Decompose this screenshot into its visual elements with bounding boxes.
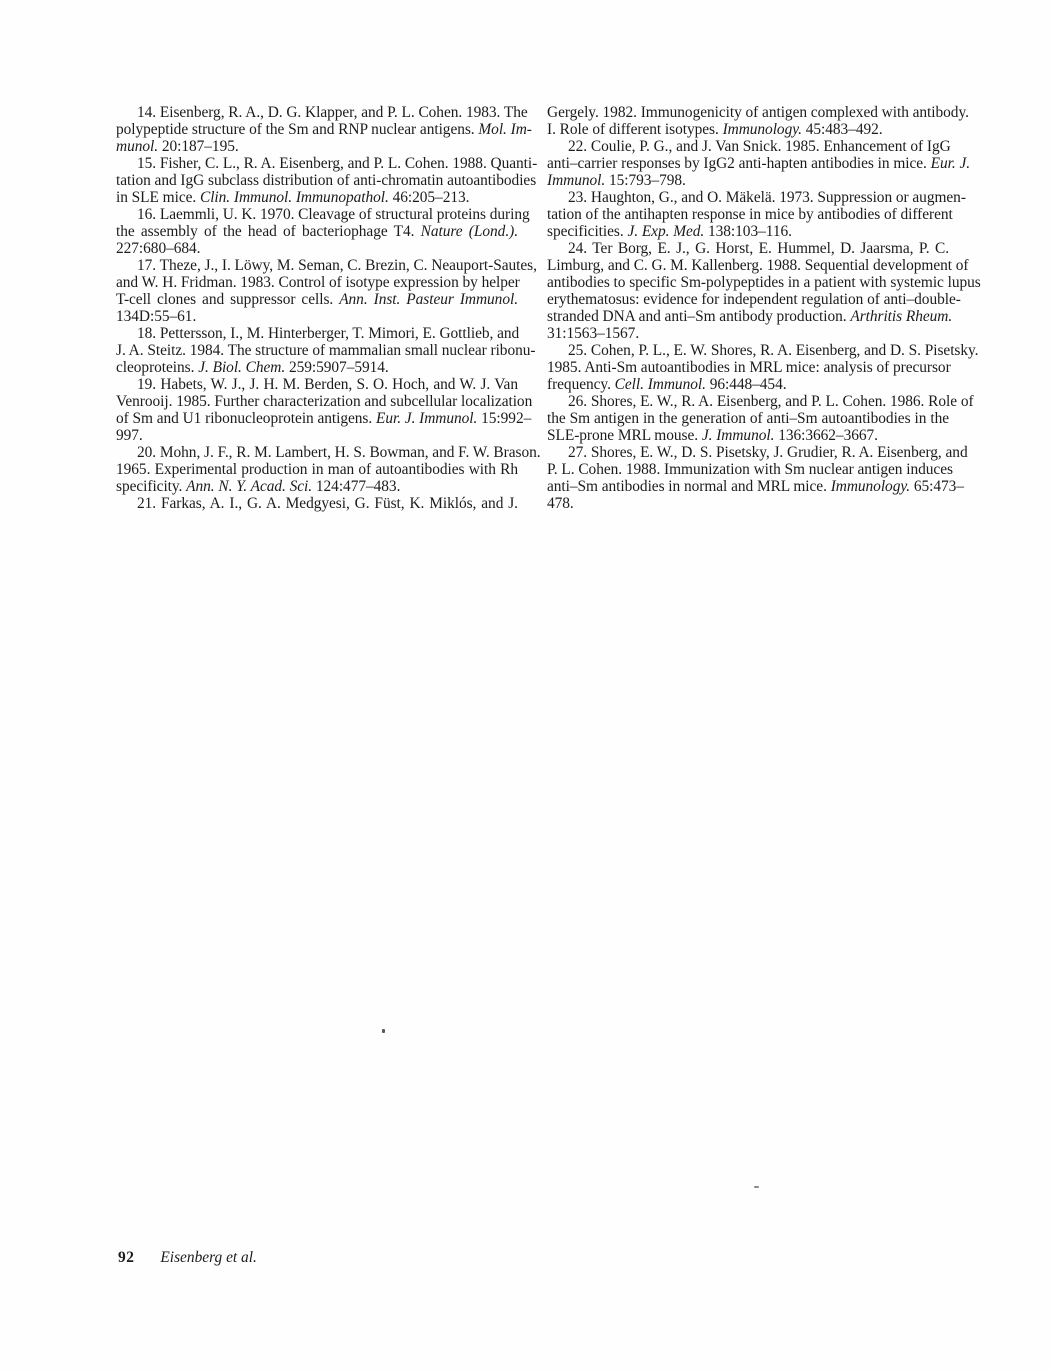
text-segment: Mol. Im-	[478, 121, 532, 138]
text-segment: 21. Farkas, A. I., G. A. Medgyesi, G. Füst, K. Miklós, and J.	[137, 495, 518, 512]
reference-paragraph	[116, 257, 537, 325]
references-right-column	[547, 104, 981, 512]
reference-paragraph	[547, 240, 981, 342]
reference-line	[547, 172, 949, 189]
reference-line	[116, 461, 518, 478]
reference-line	[547, 342, 979, 359]
reference-line	[116, 444, 541, 461]
text-segment: the assembly of the head of bacteriophage T4.	[116, 223, 421, 240]
text-segment: J. Exp. Med.	[627, 223, 705, 240]
text-segment: 136:3662–3667.	[774, 427, 878, 444]
reference-paragraph	[547, 189, 966, 240]
reference-line	[116, 393, 533, 410]
reference-paragraph	[116, 444, 541, 495]
text-segment: 22. Coulie, P. G., and J. Van Snick. 1985. Enhancement of IgG	[568, 138, 951, 155]
text-segment: T-cell clones and suppressor cells.	[116, 291, 340, 308]
reference-paragraph	[547, 444, 968, 512]
reference-line	[116, 291, 518, 308]
reference-line	[547, 410, 949, 427]
reference-paragraph	[116, 206, 530, 257]
text-segment: 46:205–213.	[388, 189, 470, 206]
reference-line	[116, 342, 536, 359]
reference-line	[547, 376, 949, 393]
reference-line	[116, 240, 518, 257]
text-segment: 15. Fisher, C. L., R. A. Eisenberg, and P. L. Cohen. 1988. Quanti-	[137, 155, 538, 172]
text-segment: 134D:55–61.	[116, 308, 197, 325]
reference-line	[116, 138, 518, 155]
text-segment: 23. Haughton, G., and O. Mäkelä. 1973. Suppression or augmen-	[568, 189, 966, 206]
text-segment: 124:477–483.	[312, 478, 401, 495]
text-segment: cleoproteins.	[116, 359, 199, 376]
text-segment: 138:103–116.	[704, 223, 792, 240]
reference-paragraph	[116, 325, 536, 376]
text-segment: Immunology.	[722, 121, 802, 138]
reference-line	[116, 172, 537, 189]
text-segment: 14. Eisenberg, R. A., D. G. Klapper, and P. L. Cohen. 1983. The	[137, 104, 528, 121]
reference-line	[116, 121, 532, 138]
text-segment: the Sm antigen in the generation of anti–Sm autoantibodies in the	[547, 410, 949, 427]
reference-line	[116, 495, 518, 512]
reference-line	[547, 274, 981, 291]
text-segment: specificities.	[547, 223, 628, 240]
text-segment: erythematosus: evidence for independent regulation of anti–double-	[547, 291, 961, 308]
text-segment: anti–carrier responses by IgG2 anti-hapten antibodies in mice.	[547, 155, 931, 172]
reference-line	[116, 325, 518, 342]
text-segment: 18. Pettersson, I., M. Hinterberger, T. Mimori, E. Gottlieb, and	[137, 325, 520, 342]
reference-line	[547, 495, 949, 512]
page-number: 92	[118, 1249, 135, 1266]
reference-line	[547, 444, 968, 461]
reference-line	[547, 478, 964, 495]
text-segment: stranded DNA and anti–Sm antibody production.	[547, 308, 851, 325]
text-segment: 26. Shores, E. W., R. A. Eisenberg, and P. L. Cohen. 1986. Role of	[568, 393, 974, 410]
text-segment: P. L. Cohen. 1988. Immunization with Sm nuclear antigen induces	[547, 461, 953, 478]
text-segment: 65:473–	[910, 478, 964, 495]
text-segment: 1965. Experimental production in man of autoantibodies with Rh	[116, 461, 518, 478]
reference-line	[116, 155, 538, 172]
reference-line	[116, 410, 532, 427]
text-segment: tation and IgG subclass distribution of anti-chromatin autoantibodies	[116, 172, 537, 189]
text-segment: 24. Ter Borg, E. J., G. Horst, E. Hummel, D. Jaarsma, P. C.	[568, 240, 949, 257]
text-segment: Immunol.	[547, 172, 606, 189]
text-segment: 1985. Anti-Sm autoantibodies in MRL mice: analysis of precursor	[547, 359, 951, 376]
text-segment: 15:793–798.	[605, 172, 686, 189]
reference-paragraph	[547, 342, 979, 393]
reference-line	[116, 376, 518, 393]
reference-line	[116, 274, 518, 291]
text-segment: 27. Shores, E. W., D. S. Pisetsky, J. Grudier, R. A. Eisenberg, and	[568, 444, 968, 461]
text-segment: J. Immunol.	[701, 427, 775, 444]
text-segment: 31:1563–1567.	[547, 325, 640, 342]
text-segment: tation of the antihapten response in mice by antibodies of different	[547, 206, 953, 223]
reference-line	[547, 461, 953, 478]
references-columns	[116, 104, 981, 512]
text-segment: Nature (Lond.).	[420, 223, 518, 240]
text-segment: SLE-prone MRL mouse.	[547, 427, 702, 444]
text-segment: Cell. Immunol.	[614, 376, 706, 393]
text-segment: Clin. Immunol. Immunopathol.	[199, 189, 389, 206]
text-segment: anti–Sm antibodies in normal and MRL mice.	[547, 478, 831, 495]
reference-line	[116, 427, 518, 444]
text-segment: munol.	[116, 138, 159, 155]
text-segment: specificity.	[116, 478, 187, 495]
text-segment: Limburg, and C. G. M. Kallenberg. 1988. Sequential development of	[547, 257, 969, 274]
reference-line	[547, 240, 949, 257]
text-segment: Arthritis Rheum.	[850, 308, 953, 325]
text-segment: of Sm and U1 ribonucleoprotein antigens.	[116, 410, 376, 427]
text-segment: Eur. J.	[930, 155, 971, 172]
reference-line	[547, 155, 971, 172]
scan-artifact-dot	[382, 1029, 385, 1033]
text-segment: 20:187–195.	[158, 138, 239, 155]
reference-paragraph	[547, 104, 969, 138]
reference-paragraph	[547, 393, 974, 444]
reference-line	[116, 478, 518, 495]
text-segment: Immunology.	[830, 478, 911, 495]
reference-line	[116, 359, 518, 376]
text-segment: 478.	[547, 495, 574, 512]
text-segment: Eur. J. Immunol.	[375, 410, 478, 427]
text-segment: 16. Laemmli, U. K. 1970. Cleavage of structural proteins during	[137, 206, 530, 223]
text-segment: in SLE mice.	[116, 189, 200, 206]
text-segment: Ann. Inst. Pasteur Immunol.	[339, 291, 518, 308]
reference-line	[547, 104, 969, 121]
reference-paragraph	[116, 376, 533, 444]
reference-line	[116, 257, 537, 274]
reference-paragraph	[547, 138, 971, 189]
reference-line	[116, 223, 518, 240]
reference-line	[547, 257, 969, 274]
text-segment: 17. Theze, J., I. Löwy, M. Seman, C. Brezin, C. Neauport-Sautes,	[137, 257, 537, 274]
text-segment: 997.	[116, 427, 143, 444]
reference-line	[547, 359, 949, 376]
text-segment: Ann. N. Y. Acad. Sci.	[186, 478, 313, 495]
text-segment: 19. Habets, W. J., J. H. M. Berden, S. O. Hoch, and W. J. Van	[137, 376, 518, 393]
text-segment: 45:483–492.	[801, 121, 883, 138]
reference-line	[547, 393, 974, 410]
text-segment: 25. Cohen, P. L., E. W. Shores, R. A. Eisenberg, and D. S. Pisetsky.	[568, 342, 979, 359]
reference-line	[547, 189, 966, 206]
text-segment: J. A. Steitz. 1984. The structure of mammalian small nuclear ribonu-	[116, 342, 536, 359]
page-footer	[118, 1249, 257, 1266]
text-segment: 227:680–684.	[116, 240, 201, 257]
text-segment: antibodies to specific Sm-polypeptides in a patient with systemic lupus	[547, 274, 981, 291]
text-segment: 15:992–	[477, 410, 532, 427]
scan-artifact-dash	[754, 1186, 759, 1188]
reference-line	[547, 223, 949, 240]
text-segment: 96:448–454.	[705, 376, 787, 393]
reference-line	[547, 138, 949, 155]
reference-paragraph	[116, 495, 518, 512]
reference-line	[116, 206, 530, 223]
reference-line	[547, 308, 953, 325]
text-segment: and W. H. Fridman. 1983. Control of isotype expression by helper	[116, 274, 520, 291]
reference-line	[116, 104, 528, 121]
text-segment: 259:5907–5914.	[285, 359, 389, 376]
text-segment: I. Role of different isotypes.	[547, 121, 723, 138]
reference-line	[547, 291, 961, 308]
references-left-column	[116, 104, 541, 512]
reference-line	[116, 308, 518, 325]
reference-paragraph	[116, 104, 532, 155]
reference-line	[116, 189, 518, 206]
text-segment: Gergely. 1982. Immunogenicity of antigen complexed with antibody.	[547, 104, 969, 121]
text-segment: Venrooij. 1985. Further characterization and subcellular localization	[116, 393, 533, 410]
reference-line	[547, 206, 953, 223]
reference-line	[547, 325, 949, 342]
text-segment: 20. Mohn, J. F., R. M. Lambert, H. S. Bowman, and F. W. Brason.	[137, 444, 541, 461]
reference-line	[547, 121, 949, 138]
reference-line	[547, 427, 949, 444]
running-title: Eisenberg et al.	[160, 1249, 257, 1266]
text-segment: J. Biol. Chem.	[198, 359, 286, 376]
text-segment: polypeptide structure of the Sm and RNP nuclear antigens.	[116, 121, 479, 138]
text-segment: frequency.	[547, 376, 615, 393]
reference-paragraph	[116, 155, 538, 206]
